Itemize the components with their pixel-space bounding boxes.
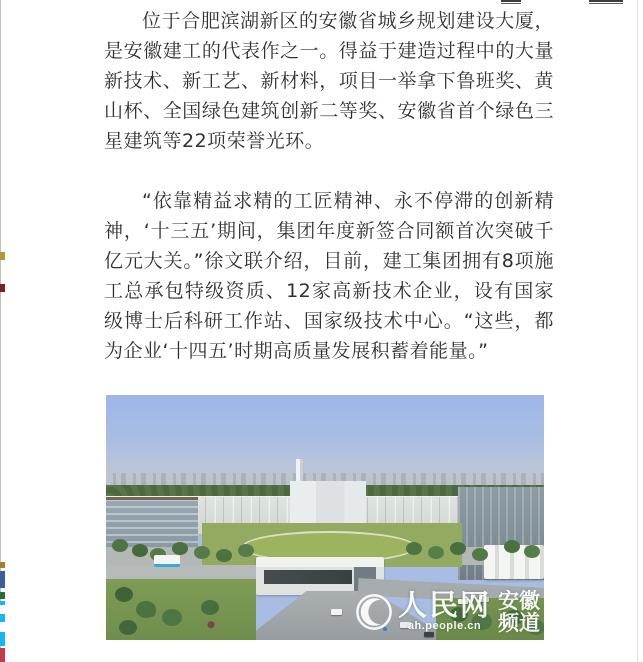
watermark-brand-block xyxy=(397,588,491,633)
article-body xyxy=(104,6,554,396)
clipped-text-fragment xyxy=(501,0,521,4)
photo-shuttle-bus xyxy=(154,555,180,567)
watermark-channel-line2: 频道 xyxy=(498,610,540,635)
clipped-text-fragment xyxy=(589,0,623,4)
people-cn-logo-icon xyxy=(355,593,393,631)
watermark-channel xyxy=(498,590,540,634)
article-photo xyxy=(106,395,544,640)
share-button-sliver-qq[interactable] xyxy=(0,601,5,646)
people-cn-watermark xyxy=(355,590,540,634)
watermark-url: ah.people.cn xyxy=(407,620,482,633)
watermark-channel-line1: 安徽 xyxy=(498,588,540,613)
photo-left-building xyxy=(106,497,198,550)
share-button-sliver-wechat[interactable] xyxy=(0,252,5,260)
share-button-sliver-green[interactable] xyxy=(0,592,5,599)
page-right-border xyxy=(637,0,638,662)
photo-gate-opening xyxy=(264,570,352,584)
photo-car xyxy=(331,609,342,615)
share-button-sliver-qzone[interactable] xyxy=(0,571,5,588)
watermark-brand: 人民网 xyxy=(397,588,491,623)
share-button-sliver-more[interactable] xyxy=(0,562,5,568)
article-paragraph-2: “依靠精益求精的工匠精神、永不停滞的创新精神，‘十三五’期间，集团年度新签合同额首次突破千亿元大关。”徐文联介绍，目前，建工集团拥有8项施工总承包特级资质、12家高新技术企业，设有国家级博士后科研工作站、国家级技术中心。“这些，都为企业‘十四五’时期高质量发展积蓄着能量。” xyxy=(104,190,554,362)
photo-grass-bottom-left xyxy=(106,579,256,640)
photo-trees xyxy=(106,395,122,408)
photo-parking-canopies xyxy=(484,545,544,579)
share-button-sliver-weibo[interactable] xyxy=(0,284,5,292)
share-button-sliver-red[interactable] xyxy=(0,648,5,662)
article-paragraph-1: 位于合肥滨湖新区的安徽省城乡规划建设大厦，是安徽建工的代表作之一。得益于建造过程中的大量新技术、新工艺、新材料，项目一举拿下鲁班奖、黄山杯、全国绿色建筑创新二等奖、安徽省首个绿色三星建筑等22项荣誉光环。 xyxy=(104,10,554,152)
